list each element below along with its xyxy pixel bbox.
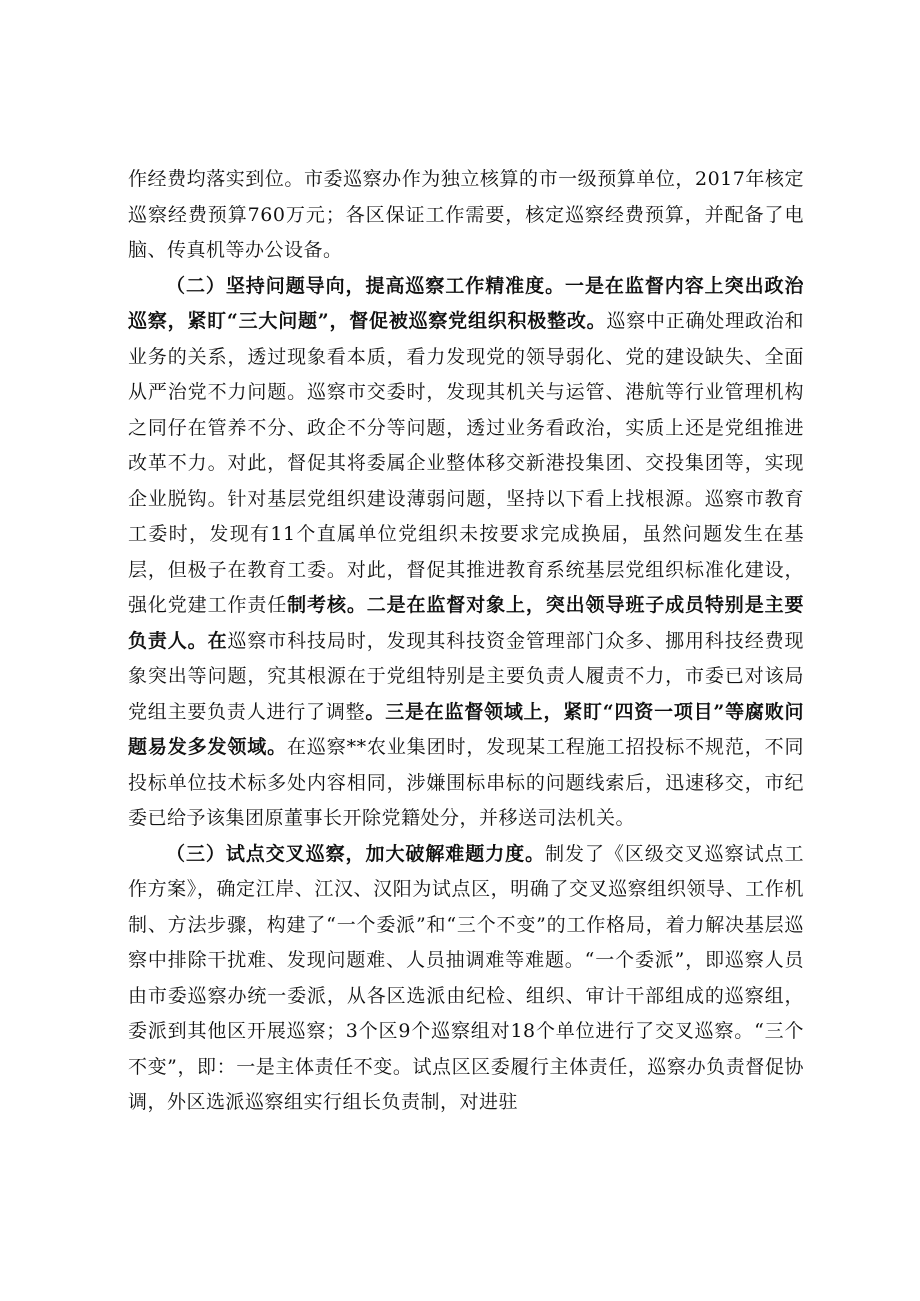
paragraph-funding: [128, 162, 804, 269]
paragraph-problem-oriented: [128, 269, 804, 837]
text-run: 巡察中正确处理政治和业务的关系，透过现象看本质，看力发现党的领导弱化、党的建设缺失、全面从严治党不力问题。巡察市交委时，发现其机关与运管、港航等行业管理机构之同仔在管养不分、政企不分等问题，透过业务看政治，实质上还是党组推进改革不力。对此，督促其将委属企业整体移交新港投集团、交投集团等，实现企业脱钩。针对基层党组织建设薄弱问题，坚持以下看上找根源。巡察市教育工委时，发现有11个直属单位党组织未按要求完成换届，虽然问题发生在基层，但极子在教育工委。对此，督促其推进教育系统基层党组织标准化建设，强化党建工作责任: [128, 310, 804, 616]
text-run: 作经费均落实到位。市委巡察办作为独立核算的市一级预算单位，2017年核定巡察经费预算760万元；各区保证工作需要，核定巡察经费预算，并配备了电脑、传真机等办公设备。: [128, 168, 804, 261]
section-heading-3: （三）试点交叉巡察，加大破解难题力度。: [166, 842, 546, 865]
text-run: 巡察市科技局时，发现其科技资金管理部门众多、挪用科技经费现象突出等问题，究其根源在于党组特别是主要负责人履责不力，市委已对该局党组主要负责人进行了调整: [128, 629, 804, 723]
bold-text-run: 。三是在监督领域上，紧盯“四资一项目”等腐败问题易发多发领域。: [128, 700, 804, 758]
text-run: 在巡察**农业集团时，发现某工程施工招投标不规范，不同投标单位技术标多处内容相同，涉嫌围标串标的问题线索后，迅速移交，市纪委已给予该集团原董事长开除党籍处分，并移送司法机关。: [128, 736, 804, 829]
bold-text-run: 制考核。二是在监督对象上，突出领导班子成员特别是主要负责人。在: [128, 594, 804, 652]
paragraph-cross-inspection: [128, 837, 804, 1121]
section-heading-2: （二）坚持问题导向，提高巡察工作精准度。一是在监督内容上突出政治巡察，紧盯“三大问题”，督促被巡察党组织积极整改。: [128, 274, 804, 332]
document-body: [128, 162, 804, 1121]
text-run: 制发了《区级交叉巡察试点工作方案》，确定江岸、江汉、汉阳为试点区，明确了交叉巡察组织领导、工作机制、方法步骤，构建了“一个委派”和“三个不变”的工作格局，着力解决基层巡察中排除干扰难、发现问题难、人员抽调难等难题。“一个委派”，即巡察人员由市委巡察办统一委派，从各区选派由纪检、组织、审计干部组成的巡察组，委派到其他区开展巡察；3个区9个巡察组对18个单位进行了交叉巡察。“三个不变”，即：一是主体责任不变。试点区区委履行主体责任，巡察办负责督促协调，外区选派巡察组实行组长负责制，对进驻: [128, 842, 804, 1113]
